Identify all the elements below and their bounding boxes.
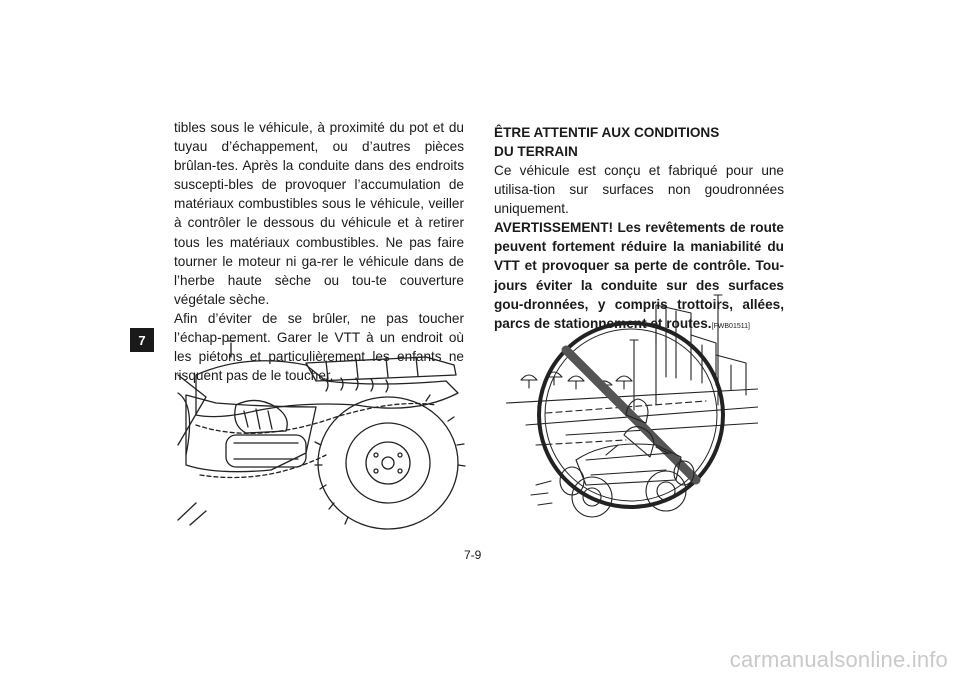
warning-code: [FWB01511]: [711, 322, 750, 330]
page-number: 7-9: [464, 548, 482, 562]
section-heading-line-2: DU TERRAIN: [494, 143, 578, 159]
warning-text: AVERTISSEMENT! Les revêtements de route peuvent fortement réduire la maniabilité du VTT et provoquer sa perte de contrôle. Tou-jours éviter la conduite sur des surfaces gou-dronnées, y compris trottoirs, allées, parcs de stationnement et routes.: [494, 220, 784, 331]
left-paragraph-1: tibles sous le véhicule, à proximité du pot et du tuyau d’échappement, ou d’autres pièces brûlan-tes. Après la conduite dans des endroits suscepti-bles de provoquer l’accumulation de matériaux combustibles sous le véhicule, veiller à contrôler le dessous du véhicule et à retirer tous les matériaux combustibles. Ne pas faire tourner le moteur ni ga-rer le véhicule dans de l’herbe haute sèche ou tou-te couverture végétale sèche.: [174, 120, 464, 307]
paved-road-prohibition-illustration: [506, 285, 758, 525]
atv-exhaust-illustration: [176, 335, 466, 530]
chapter-number: 7: [138, 332, 146, 348]
section-heading-line-1: ÊTRE ATTENTIF AUX CONDITIONS: [494, 125, 720, 140]
watermark: carmanualsonline.info: [729, 647, 948, 672]
left-paragraph-2: Afin d’éviter de se brûler, ne pas toucher l’échap-pement. Garer le VTT à un endroit où les piétons et particulièrement les enfants ne risquent pas de le toucher.: [174, 310, 464, 384]
intro-paragraph: Ce véhicule est conçu et fabriqué pour une utilisa-tion sur surfaces non goudronnées uniquement.: [494, 163, 784, 217]
chapter-tab: [130, 328, 154, 352]
